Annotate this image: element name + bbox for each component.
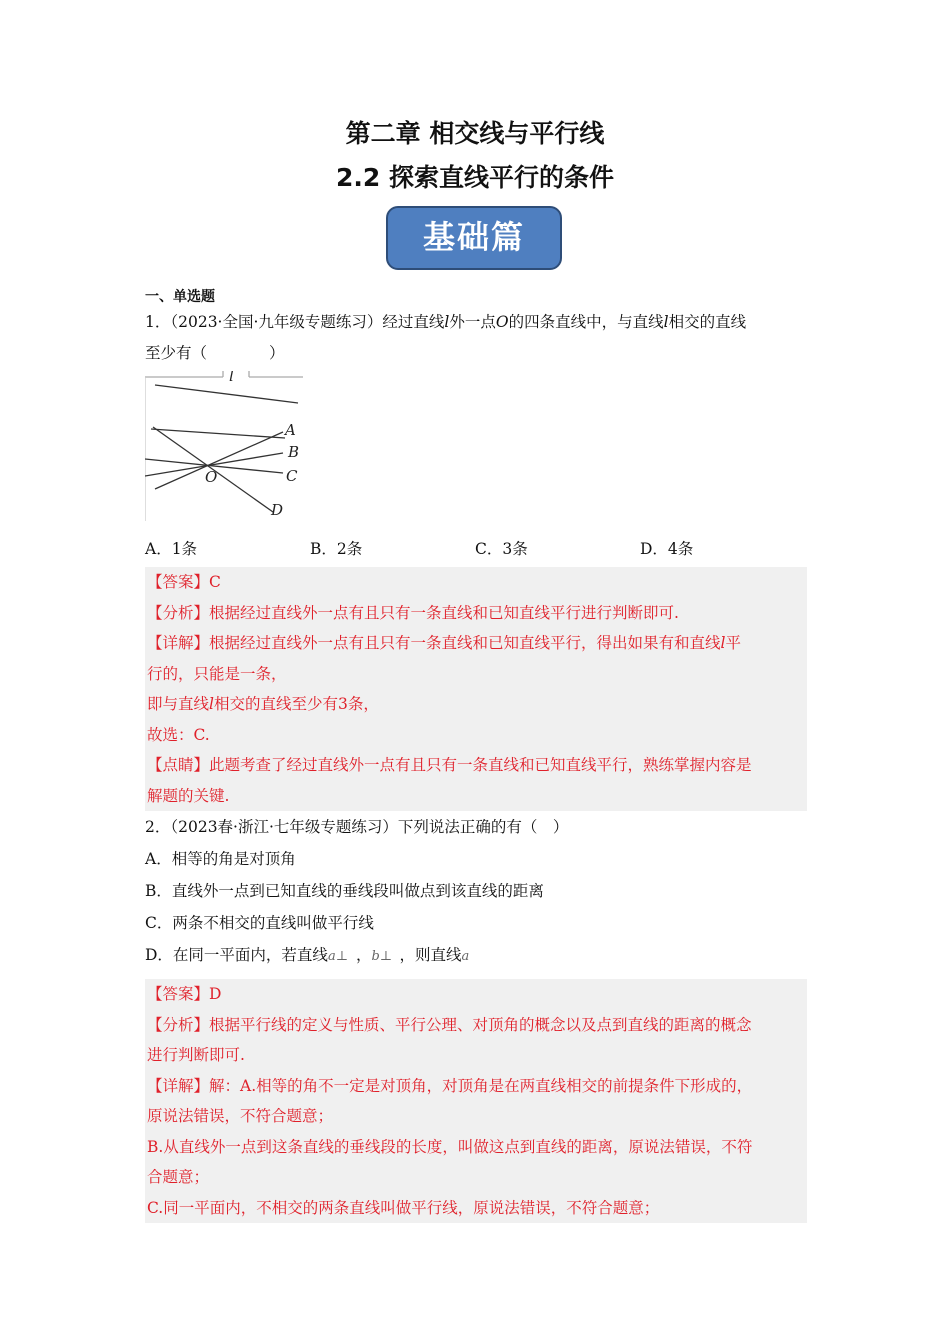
q1-detail-line1: 【详解】根据经过直线外一点有且只有一条直线和已知直线平行，得出如果有和直线l平	[147, 634, 741, 652]
q1-detail-line4: 故选：C.	[147, 725, 210, 744]
label-O: O	[205, 468, 218, 486]
label-l: l	[229, 371, 234, 385]
q1-stem-line2: 至少有（ ）	[145, 344, 285, 362]
q2-detail-line1: 【详解】解：A.相等的角不一定是对顶角，对顶角是在两直线相交的前提条件下形成的，	[147, 1076, 753, 1095]
q1-solution-box	[145, 567, 807, 811]
q1-option-d: D．4条	[640, 540, 694, 558]
label-A: A	[285, 421, 296, 439]
q2-stem: 2．（2023春·浙江·七年级专题练习）下列说法正确的有（ ）	[145, 818, 569, 836]
q1-comment-line2: 解题的关键.	[147, 786, 230, 805]
q1-option-a: A．1条	[145, 540, 198, 558]
q1-option-b: B．2条	[310, 540, 363, 558]
q2-detail-line4: 合题意；	[147, 1168, 210, 1186]
math-expr-3: a	[461, 949, 470, 964]
part-title: 一、单选题	[145, 289, 215, 305]
q1-detail-line3: 即与直线l相交的直线至少有3条，	[147, 695, 379, 713]
math-expr-2: b⊥	[371, 949, 393, 964]
content	[145, 287, 807, 1223]
q1-comment-line1: 【点睛】此题考查了经过直线外一点有且只有一条直线和已知直线平行，熟练掌握内容是	[147, 756, 752, 774]
q2-answer: 【答案】D	[147, 985, 222, 1003]
label-C: C	[286, 467, 298, 485]
level-badge: 基础篇	[386, 206, 562, 270]
q2-option-b: B．直线外一点到已知直线的垂线段叫做点到该直线的距离	[145, 882, 544, 900]
q2-detail-line5: C.同一平面内，不相交的两条直线叫做平行线，原说法错误，不符合题意；	[147, 1198, 660, 1217]
line-A-ray	[155, 432, 283, 489]
q1-figure	[145, 371, 305, 521]
q1-options	[145, 531, 807, 565]
line-l	[155, 385, 298, 403]
q2-analysis-line1: 【分析】根据平行线的定义与性质、平行公理、对顶角的概念以及点到直线的距离的概念	[147, 1015, 752, 1034]
q1-answer: 【答案】C	[147, 573, 221, 591]
q2-option-c: C．两条不相交的直线叫做平行线	[145, 914, 374, 932]
q1-detail-line2: 行的，只能是一条，	[147, 664, 287, 683]
label-B: B	[288, 443, 300, 461]
figure-frame-notch	[223, 371, 249, 377]
q1-stem-line1: 1．（2023·全国·九年级专题练习）经过直线l外一点O的四条直线中，与直线l相交的直线	[145, 313, 747, 331]
label-D: D	[271, 501, 284, 519]
line-OA	[151, 429, 285, 438]
math-expr-1: a⊥	[327, 949, 348, 964]
chapter-title: 第二章 相交线与平行线	[345, 119, 605, 148]
q2-option-a: A．相等的角是对顶角	[145, 850, 296, 868]
q1-analysis: 【分析】根据经过直线外一点有且只有一条直线和已知直线平行进行判断即可.	[147, 603, 679, 622]
q2-option-d: D．在同一平面内，若直线a⊥ ，b⊥ ，则直线a	[145, 939, 807, 973]
q2-detail-line2: 原说法错误，不符合题意；	[147, 1107, 334, 1125]
q2-solution-box	[145, 979, 807, 1223]
q2-analysis-line2: 进行判断即可.	[147, 1046, 245, 1064]
q2-detail-line3: B.从直线外一点到这条直线的垂线段的长度，叫做这点到直线的距离，原说法错误，不符	[147, 1137, 753, 1156]
q1-option-c: C．3条	[475, 540, 528, 558]
section-title: 2.2 探索直线平行的条件	[336, 163, 614, 192]
